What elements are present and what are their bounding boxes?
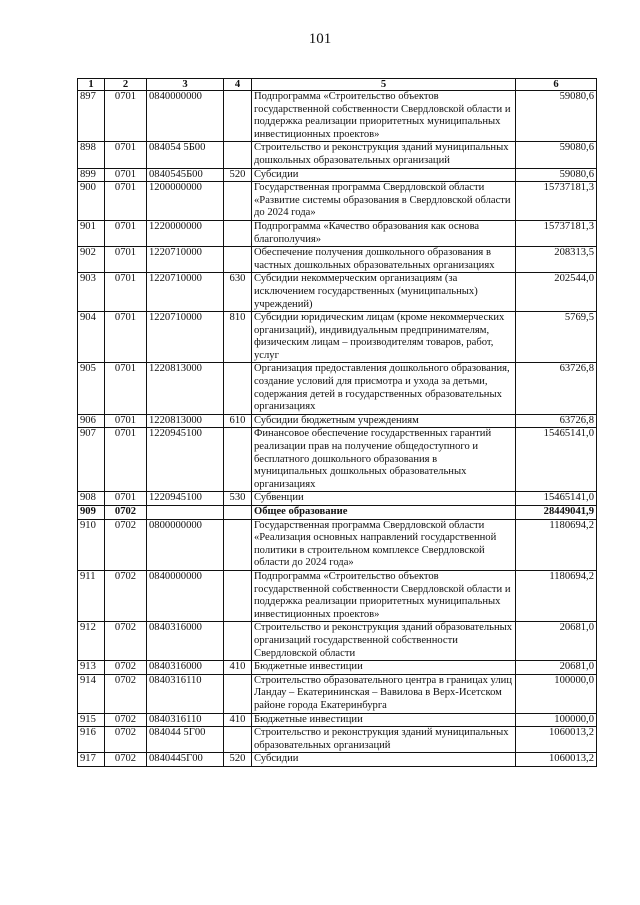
- table-row: [78, 519, 597, 570]
- row-number-cell: 904: [78, 312, 105, 363]
- section-code-cell: 0702: [105, 519, 147, 570]
- target-article-cell: 0840445Г00: [147, 753, 224, 767]
- target-article-cell: 1220945100: [147, 492, 224, 506]
- name-cell: Государственная программа Свердловской области «Реализация основных направлений государственной политики в строительном комплексе Свердловской области до 2024 года»: [252, 519, 516, 570]
- target-article-cell: 1200000000: [147, 182, 224, 221]
- amount-cell: 202544,0: [516, 273, 597, 312]
- amount-cell: 100000,0: [516, 674, 597, 713]
- amount-cell: 15465141,0: [516, 492, 597, 506]
- page-number: 101: [308, 31, 332, 47]
- table-row: [78, 492, 597, 506]
- expense-type-cell: 410: [224, 661, 252, 675]
- section-code-cell: 0701: [105, 312, 147, 363]
- target-article-cell: 1220710000: [147, 247, 224, 273]
- expense-type-cell: [224, 519, 252, 570]
- section-code-cell: 0702: [105, 570, 147, 621]
- section-code-cell: 0701: [105, 142, 147, 168]
- target-article-cell: 0840316000: [147, 661, 224, 675]
- row-number-cell: 916: [78, 727, 105, 753]
- expense-type-cell: [224, 91, 252, 142]
- name-cell: Подпрограмма «Качество образования как основа благополучия»: [252, 220, 516, 246]
- target-article-cell: [147, 506, 224, 520]
- table-row: [78, 142, 597, 168]
- row-number-cell: 897: [78, 91, 105, 142]
- section-code-cell: 0701: [105, 363, 147, 414]
- section-code-cell: 0702: [105, 713, 147, 727]
- table-row: [78, 570, 597, 621]
- amount-cell: 59080,6: [516, 91, 597, 142]
- target-article-cell: 0840316000: [147, 622, 224, 661]
- section-code-cell: 0702: [105, 674, 147, 713]
- name-cell: Строительство и реконструкция зданий муниципальных дошкольных образовательных организаций: [252, 142, 516, 168]
- name-cell: Подпрограмма «Строительство объектов государственной собственности Свердловской области и поддержка реализации приоритетных муниципальных инвестиционных проектов»: [252, 570, 516, 621]
- expense-type-cell: [224, 142, 252, 168]
- expense-type-cell: [224, 570, 252, 621]
- target-article-cell: 1220813000: [147, 363, 224, 414]
- name-cell: Субвенции: [252, 492, 516, 506]
- expense-type-cell: 810: [224, 312, 252, 363]
- table-row: [78, 506, 597, 520]
- name-cell: Субсидии: [252, 168, 516, 182]
- table-row: [78, 220, 597, 246]
- target-article-cell: 1220710000: [147, 273, 224, 312]
- amount-cell: 1180694,2: [516, 570, 597, 621]
- expense-type-cell: [224, 674, 252, 713]
- expense-type-cell: [224, 182, 252, 221]
- section-code-cell: 0702: [105, 506, 147, 520]
- table-row: [78, 273, 597, 312]
- table-row: [78, 622, 597, 661]
- row-number-cell: 900: [78, 182, 105, 221]
- section-code-cell: 0701: [105, 492, 147, 506]
- table-row: [78, 753, 597, 767]
- table-row: [78, 168, 597, 182]
- expense-type-cell: 410: [224, 713, 252, 727]
- header-cell: 2: [105, 79, 147, 91]
- row-number-cell: 910: [78, 519, 105, 570]
- name-cell: Субсидии бюджетным учреждениям: [252, 414, 516, 428]
- row-number-cell: 906: [78, 414, 105, 428]
- expense-type-cell: [224, 247, 252, 273]
- table-row: [78, 727, 597, 753]
- target-article-cell: 0800000000: [147, 519, 224, 570]
- amount-cell: 1180694,2: [516, 519, 597, 570]
- expense-type-cell: 630: [224, 273, 252, 312]
- target-article-cell: 1220000000: [147, 220, 224, 246]
- table-row: [78, 428, 597, 492]
- header-cell: 6: [516, 79, 597, 91]
- amount-cell: 63726,8: [516, 363, 597, 414]
- table-row: [78, 414, 597, 428]
- section-code-cell: 0701: [105, 247, 147, 273]
- header-cell: 3: [147, 79, 224, 91]
- amount-cell: 28449041,9: [516, 506, 597, 520]
- expense-type-cell: [224, 727, 252, 753]
- table-row: [78, 91, 597, 142]
- amount-cell: 20681,0: [516, 622, 597, 661]
- amount-cell: 59080,6: [516, 168, 597, 182]
- name-cell: Субсидии некоммерческим организациям (за исключением государственных (муниципальных) учреждений): [252, 273, 516, 312]
- amount-cell: 63726,8: [516, 414, 597, 428]
- name-cell: Общее образование: [252, 506, 516, 520]
- row-number-cell: 913: [78, 661, 105, 675]
- budget-table: [77, 78, 597, 767]
- table-row: [78, 713, 597, 727]
- row-number-cell: 911: [78, 570, 105, 621]
- amount-cell: 5769,5: [516, 312, 597, 363]
- target-article-cell: 0840000000: [147, 91, 224, 142]
- row-number-cell: 902: [78, 247, 105, 273]
- section-code-cell: 0702: [105, 727, 147, 753]
- name-cell: Бюджетные инвестиции: [252, 713, 516, 727]
- target-article-cell: 0840545Б00: [147, 168, 224, 182]
- amount-cell: 20681,0: [516, 661, 597, 675]
- name-cell: Субсидии: [252, 753, 516, 767]
- row-number-cell: 905: [78, 363, 105, 414]
- row-number-cell: 908: [78, 492, 105, 506]
- table-row: [78, 247, 597, 273]
- row-number-cell: 903: [78, 273, 105, 312]
- table-row: [78, 312, 597, 363]
- expense-type-cell: [224, 220, 252, 246]
- name-cell: Подпрограмма «Строительство объектов государственной собственности Свердловской области и поддержка реализации приоритетных муниципальных инвестиционных проектов»: [252, 91, 516, 142]
- name-cell: Обеспечение получения дошкольного образования в частных дошкольных образовательных организациях: [252, 247, 516, 273]
- name-cell: Субсидии юридическим лицам (кроме некоммерческих организаций), индивидуальным предпринимателям, физическим лицам – производителям товаров, работ, услуг: [252, 312, 516, 363]
- expense-type-cell: 610: [224, 414, 252, 428]
- name-cell: Строительство образовательного центра в границах улиц Ландау – Екатерининская – Вавилова в Верх-Исетском районе города Екатеринбурга: [252, 674, 516, 713]
- row-number-cell: 909: [78, 506, 105, 520]
- expense-type-cell: [224, 622, 252, 661]
- target-article-cell: 1220710000: [147, 312, 224, 363]
- target-article-cell: 084054 5Б00: [147, 142, 224, 168]
- header-cell: 4: [224, 79, 252, 91]
- section-code-cell: 0701: [105, 414, 147, 428]
- table-row: [78, 674, 597, 713]
- name-cell: Государственная программа Свердловской области «Развитие системы образования в Свердловской области до 2024 года»: [252, 182, 516, 221]
- target-article-cell: 0840000000: [147, 570, 224, 621]
- section-code-cell: 0701: [105, 182, 147, 221]
- amount-cell: 15737181,3: [516, 220, 597, 246]
- table-row: [78, 182, 597, 221]
- target-article-cell: 0840316110: [147, 674, 224, 713]
- row-number-cell: 901: [78, 220, 105, 246]
- section-code-cell: 0701: [105, 273, 147, 312]
- expense-type-cell: [224, 506, 252, 520]
- header-cell: 1: [78, 79, 105, 91]
- name-cell: Строительство и реконструкция зданий образовательных организаций государственной собственности Свердловской области: [252, 622, 516, 661]
- name-cell: Строительство и реконструкция зданий муниципальных образовательных организаций: [252, 727, 516, 753]
- target-article-cell: 1220813000: [147, 414, 224, 428]
- name-cell: Финансовое обеспечение государственных гарантий реализации прав на получение общедоступного и бесплатного дошкольного образования в муниципальных дошкольных образовательных организациях: [252, 428, 516, 492]
- amount-cell: 1060013,2: [516, 727, 597, 753]
- expense-type-cell: 520: [224, 753, 252, 767]
- amount-cell: 100000,0: [516, 713, 597, 727]
- section-code-cell: 0701: [105, 91, 147, 142]
- section-code-cell: 0702: [105, 753, 147, 767]
- expense-type-cell: [224, 363, 252, 414]
- header-row: [78, 79, 597, 91]
- row-number-cell: 915: [78, 713, 105, 727]
- section-code-cell: 0701: [105, 168, 147, 182]
- expense-type-cell: 520: [224, 168, 252, 182]
- header-cell: 5: [252, 79, 516, 91]
- name-cell: Организация предоставления дошкольного образования, создание условий для присмотра и ухода за детьми, содержания детей в государственных образовательных организациях: [252, 363, 516, 414]
- target-article-cell: 1220945100: [147, 428, 224, 492]
- amount-cell: 208313,5: [516, 247, 597, 273]
- section-code-cell: 0702: [105, 622, 147, 661]
- amount-cell: 1060013,2: [516, 753, 597, 767]
- expense-type-cell: [224, 428, 252, 492]
- row-number-cell: 914: [78, 674, 105, 713]
- target-article-cell: 084044 5Г00: [147, 727, 224, 753]
- target-article-cell: 0840316110: [147, 713, 224, 727]
- expense-type-cell: 530: [224, 492, 252, 506]
- row-number-cell: 907: [78, 428, 105, 492]
- name-cell: Бюджетные инвестиции: [252, 661, 516, 675]
- table-row: [78, 661, 597, 675]
- row-number-cell: 917: [78, 753, 105, 767]
- row-number-cell: 899: [78, 168, 105, 182]
- row-number-cell: 912: [78, 622, 105, 661]
- amount-cell: 15737181,3: [516, 182, 597, 221]
- amount-cell: 59080,6: [516, 142, 597, 168]
- row-number-cell: 898: [78, 142, 105, 168]
- amount-cell: 15465141,0: [516, 428, 597, 492]
- section-code-cell: 0702: [105, 661, 147, 675]
- section-code-cell: 0701: [105, 428, 147, 492]
- section-code-cell: 0701: [105, 220, 147, 246]
- table-row: [78, 363, 597, 414]
